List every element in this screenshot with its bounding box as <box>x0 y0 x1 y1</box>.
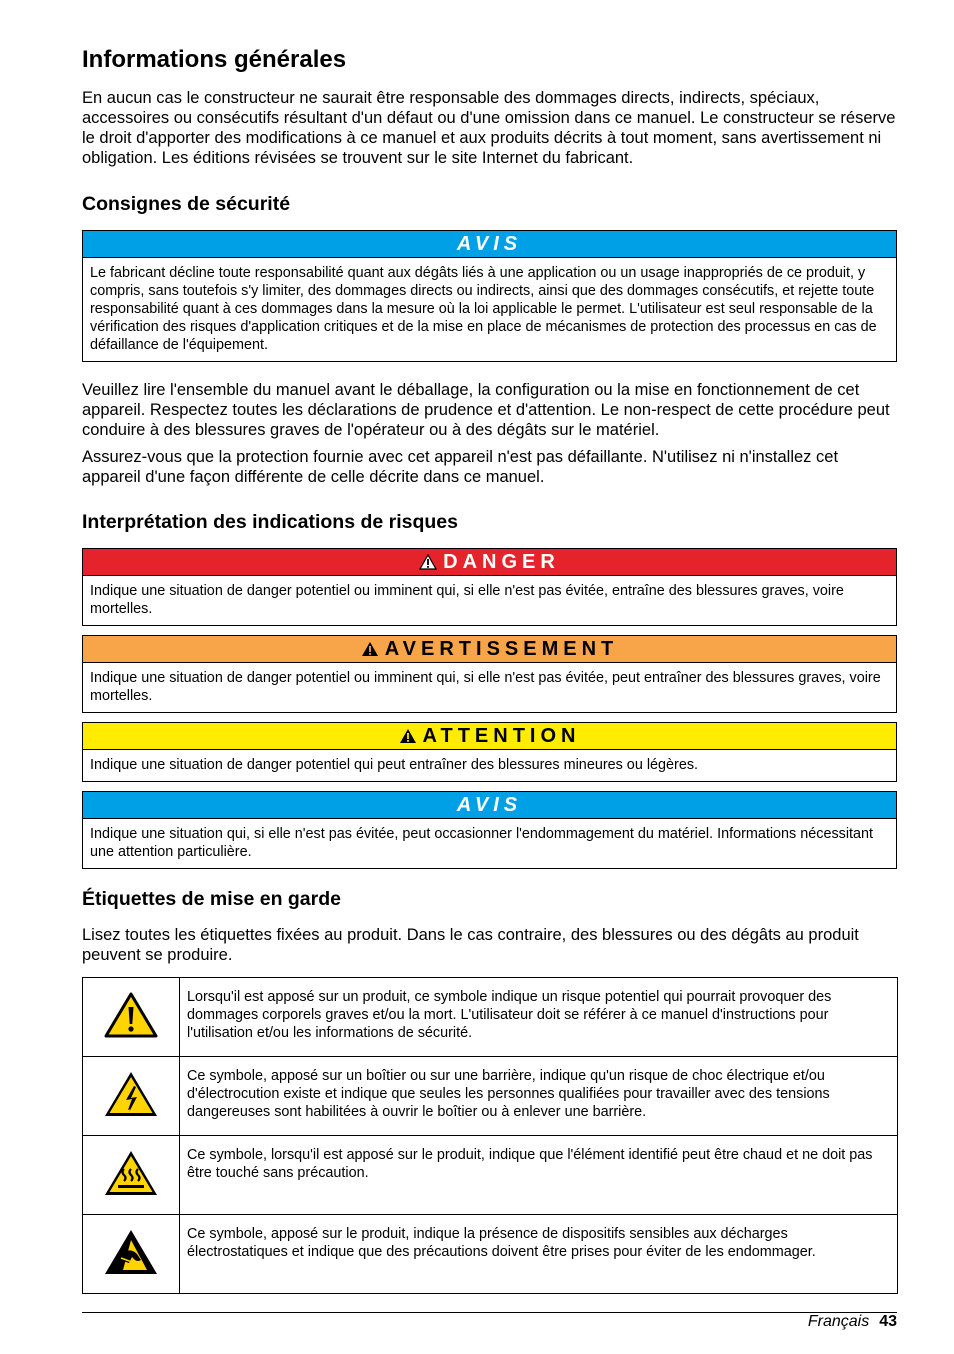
safety-para-2: Assurez-vous que la protection fournie avec cet appareil n'est pas défaillante. N'utilisez ni n'installez cet appareil d'une façon différente de celle décrite dans ce manuel. <box>82 448 839 486</box>
warning-text: Indique une situation de danger potentiel ou imminent qui, si elle n'est pas évitée, peut entraîner des blessures graves, voire mortelles. <box>90 670 881 704</box>
symbol-description: Ce symbole, lorsqu'il est apposé sur le produit, indique que l'élément identifié peut être chaud et ne doit pas être touché sans précaution. <box>180 1136 898 1215</box>
labels-intro: Lisez toutes les étiquettes fixées au produit. Dans le cas contraire, des blessures ou des dégâts au produit peuvent se produire. <box>82 926 859 964</box>
general-warning-icon <box>104 992 158 1038</box>
footer-language: Français <box>807 1313 870 1330</box>
general-title: Informations générales <box>82 46 347 73</box>
hazards-title: Interprétation des indications de risques <box>82 511 458 533</box>
warning-triangle-icon <box>361 641 379 657</box>
safety-notice-header: AVIS <box>83 231 896 258</box>
table-row <box>83 1215 898 1294</box>
safety-notice-text: Le fabricant décline toute responsabilité quant aux dégâts liés à une application ou un usage inappropriés de ce produit, y compris, sans toutefois s'y limiter, des dommages directs ou indirects, ainsi que des dommages consécutifs, et rejette toute responsabilité quant à ces dommages dans la mesure où la loi applicable le permet. L'utilisateur est seul responsable de la vérification des risques d'application critiques et de la mise en place de mécanismes de protection des processus en cas de défaillance de l'équipement. <box>90 265 877 353</box>
labels-title: Étiquettes de mise en garde <box>82 888 341 910</box>
warning-label: AVERTISSEMENT <box>384 637 619 660</box>
danger-header <box>83 549 896 576</box>
notice-text: Indique une situation qui, si elle n'est pas évitée, peut occasionner l'endommagement du matériel. Informations nécessitant une attention particulière. <box>90 826 874 860</box>
symbols-table <box>82 977 898 1294</box>
warning-triangle-icon <box>399 728 417 744</box>
footer <box>808 1312 897 1332</box>
esd-icon <box>103 1228 159 1276</box>
notice-box <box>82 791 897 869</box>
caution-label: ATTENTION <box>422 724 581 747</box>
page-number: 43 <box>879 1313 897 1330</box>
electric-shock-icon <box>103 1070 159 1118</box>
warning-header <box>83 636 896 663</box>
general-text: En aucun cas le constructeur ne saurait être responsable des dommages directs, indirects, spéciaux, accessoires ou consécutifs résultant d'un défaut ou d'une omission dans ce manuel. Le constructeur se réserve le droit d'apporter des modifications à ce manuel et aux produits décrits à tout moment, sans avertissement ni obligation. Les éditions révisées se trouvent sur le site Internet du fabricant. <box>82 89 896 167</box>
table-row <box>83 1136 898 1215</box>
warning-triangle-icon <box>419 554 437 570</box>
hot-surface-icon <box>103 1149 159 1197</box>
caution-box <box>82 722 897 782</box>
danger-box <box>82 548 897 626</box>
safety-notice-box <box>82 230 897 362</box>
caution-text: Indique une situation de danger potentiel qui peut entraîner des blessures mineures ou légères. <box>90 757 699 773</box>
danger-text: Indique une situation de danger potentiel ou imminent qui, si elle n'est pas évitée, entraîne des blessures graves, voire mortelles. <box>90 583 844 617</box>
danger-label: DANGER <box>443 550 560 573</box>
page <box>82 40 897 1294</box>
caution-header <box>83 723 896 750</box>
safety-title: Consignes de sécurité <box>82 193 291 215</box>
symbol-description: Lorsqu'il est apposé sur un produit, ce symbole indique un risque potentiel qui pourrait provoquer des dommages corporels graves et/ou la mort. L'utilisateur doit se référer à ce manuel d'instructions pour l'utilisation et/ou les informations de sécurité. <box>180 978 898 1057</box>
table-row <box>83 978 898 1057</box>
warning-box <box>82 635 897 713</box>
symbol-description: Ce symbole, apposé sur le produit, indique la présence de dispositifs sensibles aux décharges électrostatiques et indique que des précautions doivent être prises pour éviter de les endommager. <box>180 1215 898 1294</box>
table-row <box>83 1057 898 1136</box>
footer-divider <box>82 1312 897 1313</box>
symbol-description: Ce symbole, apposé sur un boîtier ou sur une barrière, indique qu'un risque de choc électrique et/ou d'électrocution existe et indique que seules les personnes qualifiées pour travailler avec des tensions dangereuses sont habilitées à ouvrir le boîtier ou à enlever une barrière. <box>180 1057 898 1136</box>
safety-para-1: Veuillez lire l'ensemble du manuel avant le déballage, la configuration ou la mise en fonctionnement de cet appareil. Respectez toutes les déclarations de prudence et d'attention. Le non-respect de cette procédure peut conduire à des blessures graves de l'opérateur ou à des dégâts sur le matériel. <box>82 381 890 439</box>
notice-header: AVIS <box>83 792 896 819</box>
